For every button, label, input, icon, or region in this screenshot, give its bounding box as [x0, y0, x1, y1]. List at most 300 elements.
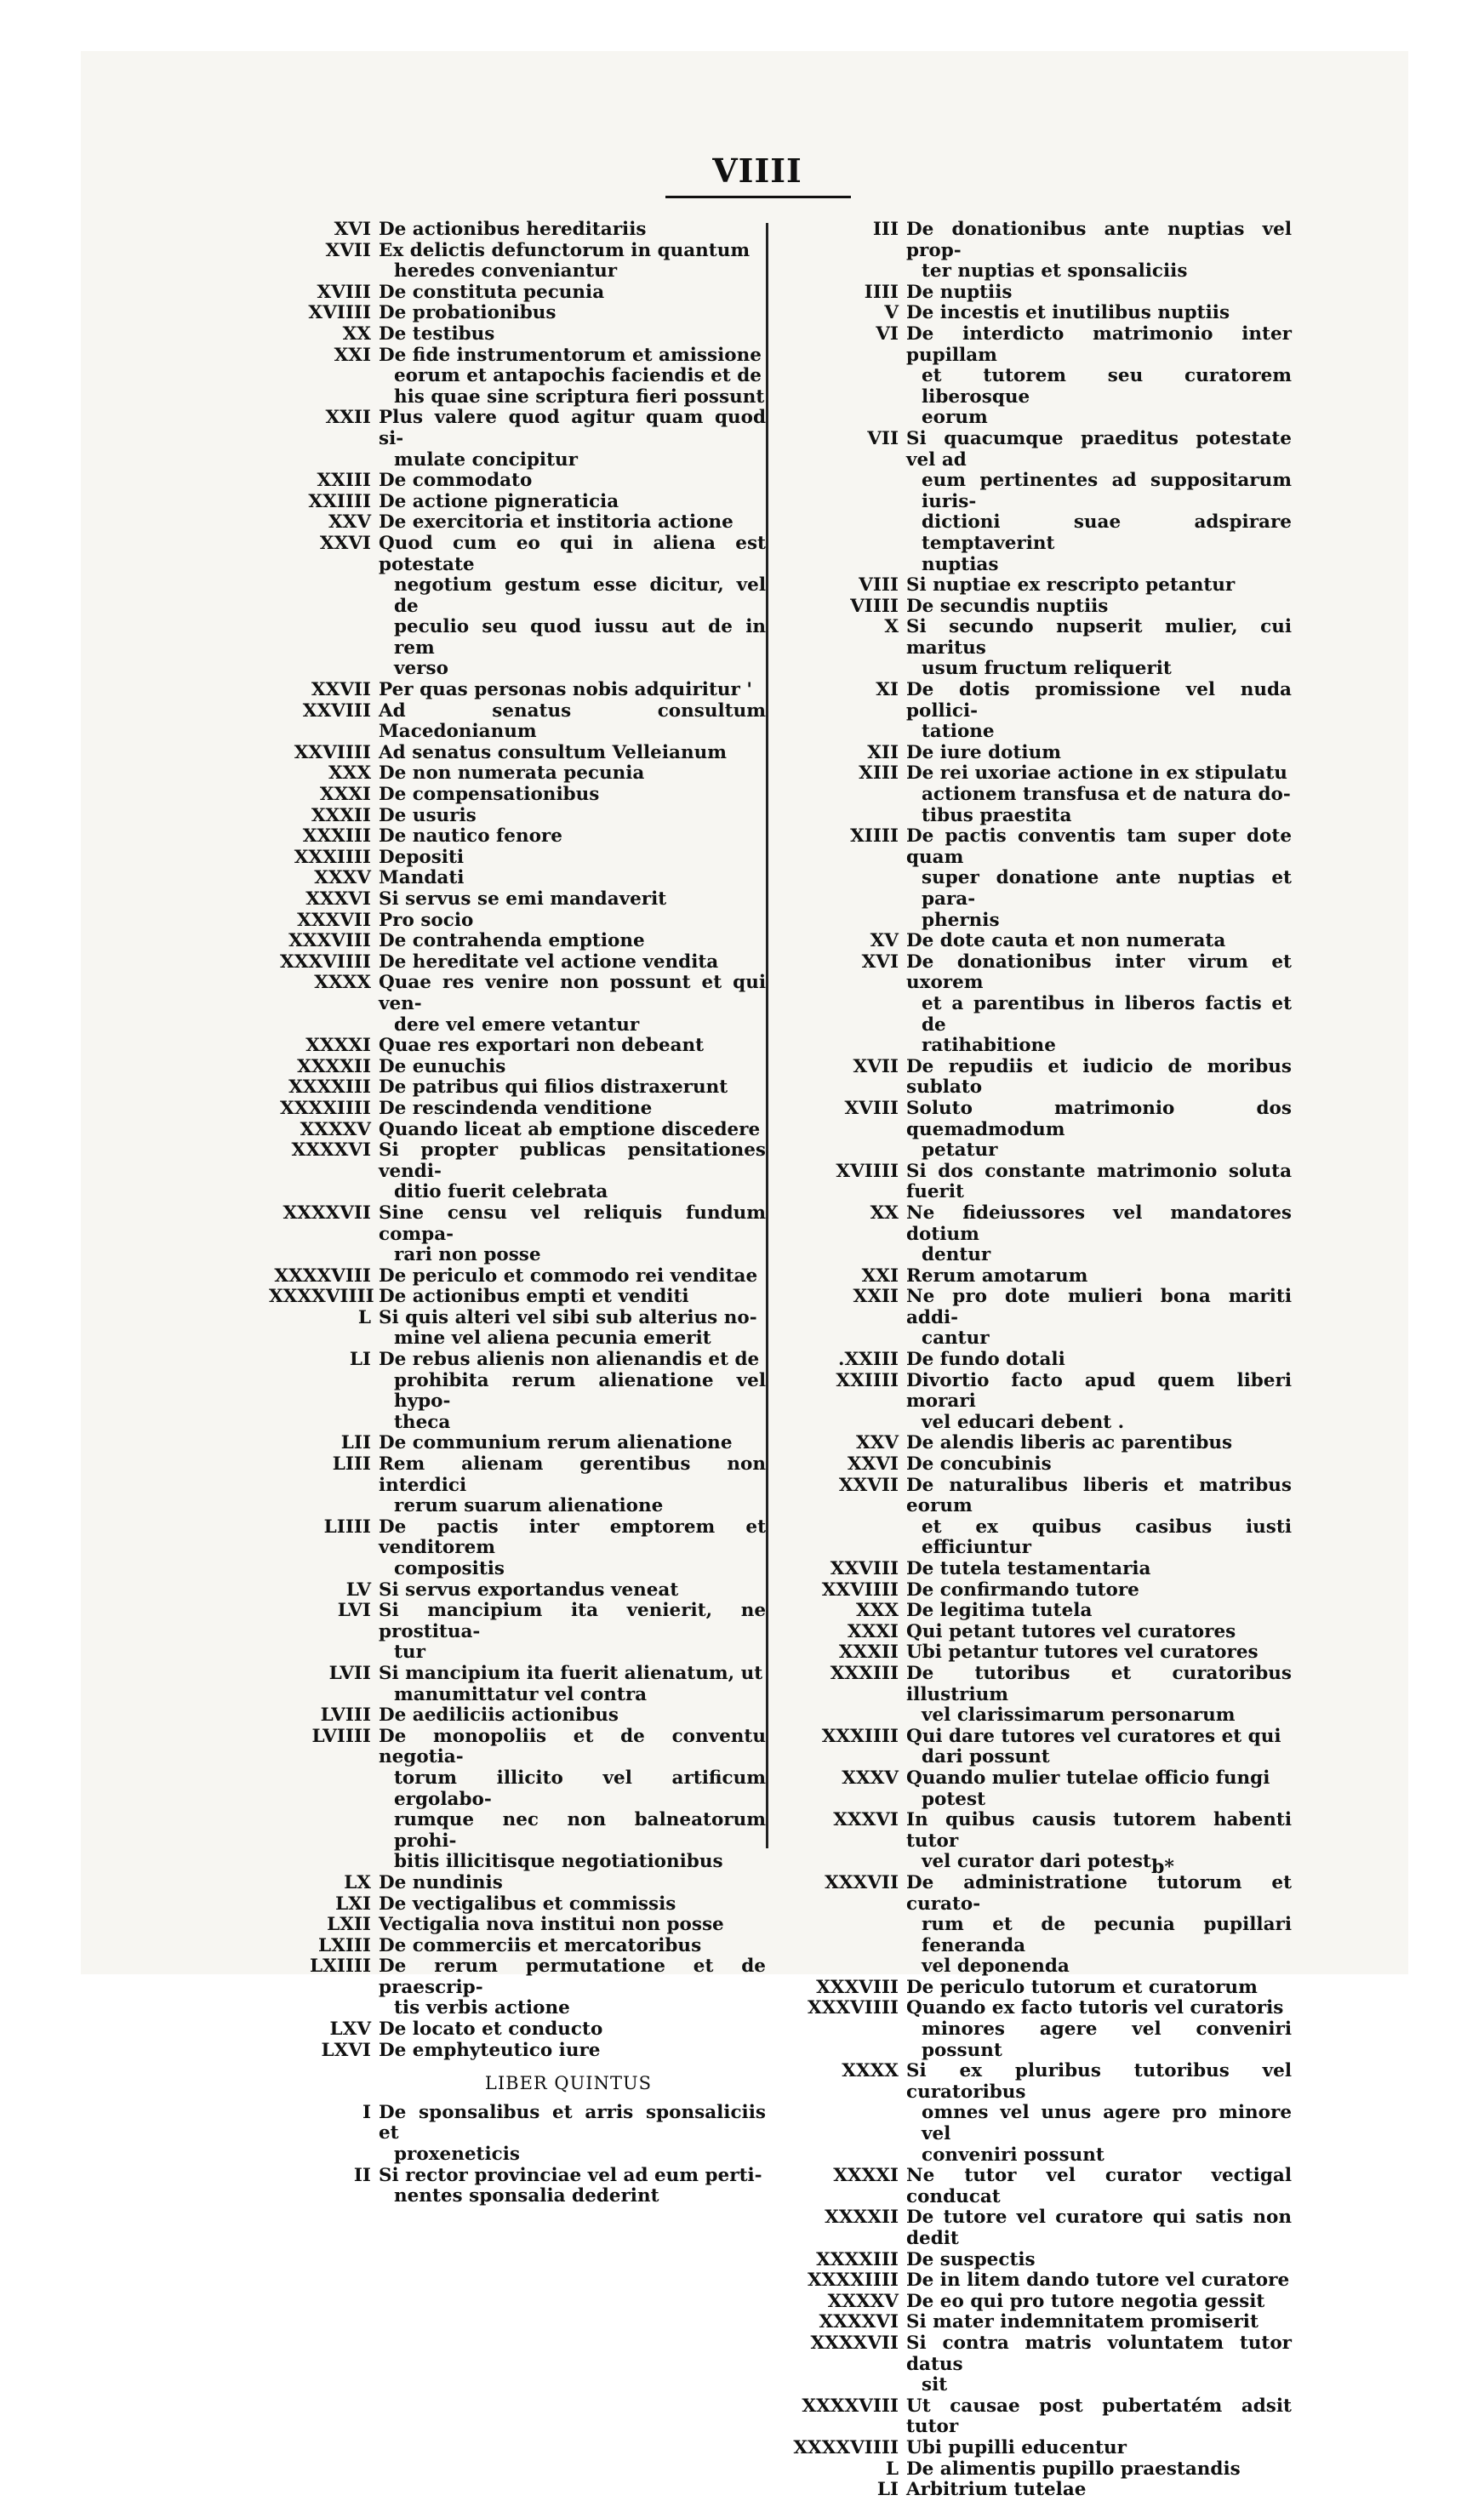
entry-number: XXXIII — [302, 825, 371, 848]
toc-entry — [269, 324, 766, 345]
entry-title-line: De actionibus empti et venditi — [379, 1286, 689, 1308]
entry-number: XXXIII — [830, 1662, 899, 1684]
entry-title — [906, 429, 1292, 575]
toc-entry — [779, 597, 1292, 618]
entry-title — [379, 868, 766, 889]
entry-title-line: Rem alienam gerentibus non interdici — [379, 1453, 766, 1496]
entry-title — [906, 1476, 1292, 1559]
entry-title — [906, 1622, 1292, 1643]
entry-title-line: De eo qui pro tutore negotia gessit — [906, 2290, 1265, 2312]
toc-entry — [269, 1266, 766, 1288]
toc-entry — [779, 429, 1292, 575]
toc-entry — [269, 1287, 766, 1308]
entry-number: II — [353, 2164, 371, 2186]
page-number: VIIII — [712, 151, 802, 190]
entry-title-line: Quae res venire non possunt et qui ven- — [379, 972, 766, 1014]
entry-title — [379, 1664, 766, 1705]
entry-title-line: Depositi — [379, 846, 465, 868]
entry-number: L — [885, 2458, 899, 2480]
entry-number: XXXXVI — [819, 2311, 899, 2333]
entry-number: LXII — [327, 1914, 371, 1936]
entry-number: XXII — [325, 407, 371, 429]
entry-title — [906, 1454, 1292, 1476]
entry-number: XXX — [328, 762, 371, 785]
entry-number: XI — [876, 679, 899, 701]
toc-entry — [269, 283, 766, 304]
toc-entry — [269, 763, 766, 785]
toc-entry — [269, 2041, 766, 2062]
toc-entry — [269, 303, 766, 324]
entry-number: XVIII — [844, 1097, 899, 1119]
entry-title — [379, 1266, 766, 1288]
entry-title-line: cantur — [922, 1328, 990, 1350]
entry-title-line: De interdicto matrimonio inter pupillam — [906, 323, 1292, 366]
entry-title — [906, 1266, 1292, 1288]
entry-title — [379, 1873, 766, 1894]
entry-title-line: De contrahenda emptione — [379, 930, 645, 952]
entry-number: XXXXVIIII — [269, 1286, 374, 1308]
entry-title — [906, 2396, 1292, 2438]
entry-title-line: Ut causae post pubertatém adsit tutor — [906, 2395, 1292, 2438]
entry-title-line: De compensationibus — [379, 784, 600, 806]
entry-title-line: dictioni suae adspirare temptaverint — [922, 511, 1292, 554]
toc-entry — [779, 2250, 1292, 2271]
entry-title-line: Quae res exportari non debeant — [379, 1035, 705, 1057]
toc-entry — [779, 2438, 1292, 2459]
entry-title-line: Si mancipium ita venierit, ne prostitua- — [379, 1600, 766, 1642]
entry-title — [379, 283, 766, 304]
toc-entry — [779, 324, 1292, 429]
entry-title-line: Qui dare tutores vel curatores et qui — [906, 1725, 1281, 1747]
entry-title — [906, 1350, 1292, 1371]
entry-title-line: petatur — [922, 1139, 998, 1162]
toc-entry — [269, 1705, 766, 1727]
entry-title-line: Quod cum eo qui in aliena est potestate — [379, 532, 766, 575]
entry-title — [379, 512, 766, 534]
entry-title-line: Si contra matris voluntatem tutor datus — [906, 2332, 1292, 2375]
entry-number: XVIIII — [836, 1160, 899, 1182]
toc-entry — [779, 1622, 1292, 1643]
entry-number: XV — [870, 930, 899, 952]
entry-number: XVII — [325, 239, 371, 261]
entry-number: III — [872, 219, 899, 240]
entry-number: LIII — [332, 1453, 371, 1476]
entry-title-line: Si nuptiae ex rescripto petantur — [906, 574, 1236, 597]
entry-title-line: rumque nec non balneatorum prohi- — [394, 1809, 766, 1852]
entry-title-line: rari non posse — [394, 1244, 541, 1266]
entry-number: XXXXIIII — [808, 2270, 899, 2292]
toc-entry — [269, 701, 766, 743]
entry-number: XXIIII — [836, 1369, 899, 1391]
toc-entry — [269, 512, 766, 534]
toc-entry — [269, 220, 766, 241]
entry-title — [379, 931, 766, 952]
toc-entry — [779, 2207, 1292, 2249]
toc-entry — [779, 1810, 1292, 1873]
entry-title-line: De commodato — [379, 470, 533, 492]
entry-title — [906, 2250, 1292, 2271]
entry-title-line: omnes vel unus agere pro minore vel — [922, 2102, 1292, 2145]
entry-number: XXXXI — [305, 1035, 371, 1057]
entry-title-line: manumittatur vel contra — [394, 1683, 648, 1705]
entry-number: XXXX — [842, 2060, 899, 2082]
entry-number: XXV — [328, 511, 371, 534]
entry-title-line: super donatione ante nuptias et para- — [922, 867, 1292, 910]
entry-title-line: De suspectis — [906, 2248, 1036, 2270]
entry-title-line: Si propter publicas pensitationes vendi- — [379, 1139, 766, 1182]
entry-number: LX — [344, 1871, 371, 1893]
toc-entry — [269, 1433, 766, 1454]
entry-number: XXXV — [842, 1767, 899, 1789]
entry-title-line: Si dos constante matrimonio soluta fuerit — [906, 1160, 1292, 1203]
toc-entry — [779, 680, 1292, 743]
entry-title-line: vel curator dari potest — [922, 1851, 1151, 1873]
toc-entry — [779, 1580, 1292, 1602]
entry-title — [906, 1433, 1292, 1454]
entry-title-line: Si secundo nupserit mulier, cui maritus — [906, 616, 1292, 659]
entry-title — [379, 241, 766, 283]
toc-entry — [779, 2292, 1292, 2313]
entry-title-line: Ad senatus consultum Macedonianum — [379, 699, 766, 743]
entry-title — [379, 1036, 766, 1057]
toc-entry — [269, 868, 766, 889]
entry-number: LXVI — [321, 2039, 371, 2061]
toc-entry — [269, 2103, 766, 2166]
entry-title-line: De constituta pecunia — [379, 281, 605, 303]
entry-number: XXXXI — [833, 2165, 899, 2187]
entry-title-line: Ubi pupilli educentur — [906, 2436, 1127, 2458]
entry-title-line: De pactis conventis tam super dote quam — [906, 825, 1292, 868]
entry-title — [379, 1203, 766, 1266]
entry-number: LXIII — [318, 1934, 371, 1956]
entry-title-line: vel clarissimarum personarum — [922, 1704, 1236, 1727]
entry-title-line: nuptias — [922, 553, 999, 575]
entry-title-line: De locato et conducto — [379, 2019, 603, 2041]
entry-title-line: torum illicito vel artificum ergolabo- — [394, 1767, 766, 1810]
entry-number: XX — [870, 1202, 899, 1224]
entry-title — [379, 1057, 766, 1078]
toc-entry — [779, 1476, 1292, 1559]
entry-title-line: Quando liceat ab emptione discedere — [379, 1118, 761, 1140]
entry-number: XXIIII — [308, 490, 371, 512]
entry-title — [379, 889, 766, 911]
toc-entry — [269, 743, 766, 764]
toc-entry — [779, 1559, 1292, 1580]
entry-number: LXV — [329, 2019, 371, 2041]
entry-title-line: usum fructum reliquerit — [922, 658, 1172, 680]
entry-title-line: verso — [394, 658, 448, 680]
toc-entry — [779, 1371, 1292, 1434]
toc-entry — [269, 1517, 766, 1580]
toc-entry — [779, 2061, 1292, 2166]
entry-title — [379, 1099, 766, 1120]
entry-number: I — [362, 2101, 371, 2123]
entry-number: XX — [342, 323, 371, 345]
entry-title — [906, 2480, 1292, 2501]
entry-title — [906, 1978, 1292, 1999]
toc-entry — [269, 345, 766, 408]
entry-title-line: De fide instrumentorum et amissione — [379, 344, 762, 366]
entry-title — [906, 743, 1292, 764]
entry-title-line: compositis — [394, 1558, 505, 1579]
entry-title-line: De eunuchis — [379, 1055, 506, 1077]
toc-entry — [779, 1350, 1292, 1371]
entry-number: XXVIII — [302, 699, 371, 722]
entry-number: XXXVIIII — [280, 951, 371, 973]
entry-title — [379, 1517, 766, 1580]
toc-entry — [779, 931, 1292, 952]
entry-title-line: De repudiis et iudicio de moribus sublato — [906, 1055, 1292, 1099]
entry-title — [379, 1601, 766, 1664]
toc-entry — [779, 743, 1292, 764]
entry-number: XXXIIII — [294, 846, 371, 868]
entry-number: XXXXII — [825, 2207, 899, 2229]
entry-title — [906, 1580, 1292, 1602]
entry-title — [379, 763, 766, 785]
entry-number: XXXXVII — [283, 1202, 371, 1224]
entry-title — [906, 2061, 1292, 2166]
toc-entry — [779, 1998, 1292, 2061]
entry-title — [906, 1162, 1292, 1203]
entry-number: LI — [876, 2479, 899, 2501]
entry-number: XVII — [853, 1055, 899, 1077]
toc-entry — [779, 1978, 1292, 1999]
entry-title-line: dentur — [922, 1244, 991, 1266]
entry-number: XXXXV — [300, 1118, 371, 1140]
toc-entry — [779, 1099, 1292, 1162]
entry-title-line: Si mancipium ita fuerit alienatum, ut — [379, 1662, 763, 1684]
entry-title-line: De nuptiis — [906, 281, 1013, 303]
entry-title-line: minores agere vel conveniri possunt — [922, 2019, 1292, 2061]
entry-number: XXXXVIIII — [793, 2436, 899, 2458]
entry-title — [379, 2041, 766, 2062]
entry-title — [906, 2207, 1292, 2249]
toc-entry — [269, 1140, 766, 1203]
entry-title-line: mine vel aliena pecunia emerit — [394, 1328, 711, 1350]
entry-title — [379, 1580, 766, 1602]
toc-entry — [269, 1956, 766, 2019]
toc-entry — [779, 2480, 1292, 2501]
toc-entry — [779, 575, 1292, 597]
entry-number: XXXVII — [825, 1871, 899, 1893]
entry-title-line: tibus praestita — [922, 804, 1072, 826]
entry-title — [906, 2166, 1292, 2207]
right-column — [779, 220, 1292, 2501]
entry-title — [379, 680, 766, 701]
entry-number: LVIIII — [311, 1725, 371, 1747]
left-entry-list — [269, 220, 766, 2061]
entry-number: XXXV — [314, 867, 371, 889]
toc-entry — [779, 1768, 1292, 1810]
entry-title — [906, 1642, 1292, 1664]
entry-number: LIIII — [323, 1516, 371, 1538]
entry-title-line: peculio seu quod iussu aut de in rem — [394, 616, 766, 659]
entry-title — [906, 2270, 1292, 2292]
toc-entry — [269, 973, 766, 1036]
entry-title — [906, 826, 1292, 931]
entry-number: LXI — [335, 1893, 371, 1915]
entry-title-line: et a parentibus in liberos factis et de — [922, 992, 1292, 1036]
entry-title-line: Mandati — [379, 867, 465, 889]
toc-entry — [269, 471, 766, 492]
entry-number: XXXXIII — [816, 2248, 899, 2270]
entry-title-line: ratihabitione — [922, 1035, 1056, 1057]
entry-title-line: Si servus exportandus veneat — [379, 1579, 679, 1601]
entry-number: LVIII — [320, 1704, 371, 1727]
entry-number: LXIIII — [309, 1956, 371, 1978]
toc-entry — [269, 1120, 766, 1141]
entry-title-line: Ne fideiussores vel mandatores dotium — [906, 1202, 1292, 1245]
entry-number: XXI — [861, 1265, 899, 1287]
toc-entry — [779, 2312, 1292, 2333]
toc-entry — [269, 889, 766, 911]
entry-title — [906, 575, 1292, 597]
entry-title-line: dere vel emere vetantur — [394, 1014, 640, 1036]
entry-number: XXVIIII — [821, 1579, 899, 1601]
entry-title-line: prohibita rerum alienatione vel hypo- — [394, 1369, 766, 1413]
entry-title — [379, 1956, 766, 2019]
entry-title-line: De alimentis pupillo praestandis — [906, 2458, 1241, 2480]
toc-entry — [269, 534, 766, 680]
toc-entry — [269, 1580, 766, 1602]
entry-title-line: Vectigalia nova institui non posse — [379, 1914, 724, 1936]
entry-title — [906, 1727, 1292, 1768]
toc-entry — [269, 2166, 766, 2207]
entry-title — [379, 1727, 766, 1873]
entry-title-line: eum pertinentes ad suppositarum iuris- — [922, 470, 1292, 512]
entry-title-line: Si ex pluribus tutoribus vel curatoribus — [906, 2060, 1292, 2103]
entry-title — [379, 1915, 766, 1936]
entry-title — [906, 680, 1292, 743]
entry-number: XXI — [334, 344, 371, 366]
entry-title — [379, 1936, 766, 1957]
entry-number: XVIIII — [308, 302, 371, 324]
entry-title-line: tur — [394, 1642, 425, 1664]
entry-title-line: De actione pigneraticia — [379, 490, 619, 512]
entry-title-line: De nundinis — [379, 1871, 503, 1893]
entry-title-line: De incestis et inutilibus nuptiis — [906, 302, 1230, 324]
entry-title-line: Quando mulier tutelae officio fungi — [906, 1767, 1270, 1789]
toc-entry — [269, 806, 766, 827]
entry-title-line: De iure dotium — [906, 741, 1061, 763]
entry-title — [379, 1894, 766, 1916]
toc-entry — [779, 220, 1292, 283]
entry-number: XXXXIIII — [280, 1097, 371, 1119]
entry-title — [379, 952, 766, 974]
entry-number: XXVI — [847, 1453, 899, 1476]
entry-title-line: De commerciis et mercatoribus — [379, 1934, 702, 1956]
entry-title-line: et tutorem seu curatorem liberosque — [922, 365, 1292, 408]
entry-number: XXXVIII — [288, 930, 371, 952]
entry-title-line: proxeneticis — [394, 2144, 520, 2166]
entry-number: XXXXVI — [291, 1139, 371, 1162]
entry-title — [379, 973, 766, 1036]
entry-number: XXXVII — [297, 909, 371, 931]
toc-entry — [269, 1894, 766, 1916]
entry-title — [906, 1559, 1292, 1580]
entry-title-line: Pro socio — [379, 909, 474, 931]
entry-title — [379, 2019, 766, 2041]
entry-number: VIII — [859, 574, 899, 597]
entry-title — [379, 1433, 766, 1454]
entry-title-line: Ad senatus consultum Velleianum — [379, 741, 727, 763]
entry-title-line: mulate concipitur — [394, 448, 578, 471]
entry-number: XVI — [334, 219, 371, 240]
toc-entry — [269, 1936, 766, 1957]
entry-number: VIIII — [850, 595, 899, 617]
entry-title-line: De donationibus inter virum et uxorem — [906, 951, 1292, 994]
toc-entry — [269, 911, 766, 932]
entry-title-line: tatione — [922, 721, 995, 743]
entry-title — [379, 1308, 766, 1350]
entry-title-line: Ubi petantur tutores vel curatores — [906, 1642, 1259, 1664]
entry-title-line: et ex quibus casibus iusti efficiuntur — [922, 1516, 1292, 1559]
entry-title-line: De legitima tutela — [906, 1600, 1093, 1622]
entry-number: XXXIIII — [821, 1725, 899, 1747]
entry-title-line: De rei uxoriae actione in ex stipulatu — [906, 762, 1287, 785]
toc-entry — [269, 492, 766, 513]
entry-title-line: Si quacumque praeditus potestate vel ad — [906, 427, 1292, 471]
entry-title-line: De patribus qui filios distraxerunt — [379, 1076, 728, 1099]
toc-entry — [779, 1727, 1292, 1768]
entry-title-line: De naturalibus liberis et matribus eorum — [906, 1474, 1292, 1517]
entry-title — [906, 1287, 1292, 1350]
entry-title-line: Ex delictis defunctorum in quantum — [379, 239, 751, 261]
entry-title — [906, 1601, 1292, 1622]
toc-entry — [269, 1873, 766, 1894]
toc-entry — [779, 1454, 1292, 1476]
toc-entry — [779, 1266, 1292, 1288]
entry-title-line: Si quis alteri vel sibi sub alterius no- — [379, 1306, 757, 1328]
toc-entry — [269, 1727, 766, 1873]
entry-title — [379, 345, 766, 408]
header-rule — [665, 196, 851, 198]
entry-number: XXXXII — [297, 1055, 371, 1077]
entry-title-line: Quando ex facto tutoris vel curatoris — [906, 1997, 1284, 2019]
entry-number: LV — [345, 1579, 371, 1601]
toc-entry — [779, 1433, 1292, 1454]
entry-title-line: Soluto matrimonio dos quemadmodum — [906, 1097, 1292, 1140]
entry-title — [379, 1705, 766, 1727]
toc-entry — [269, 1057, 766, 1078]
entry-title — [906, 1057, 1292, 1099]
entry-number: LII — [340, 1432, 371, 1454]
entry-number: XXXXVII — [810, 2332, 899, 2354]
entry-title-line: De periculo tutorum et curatorum — [906, 1976, 1258, 1998]
entry-title-line: negotium gestum esse dicitur, vel de — [394, 574, 766, 617]
entry-title-line: eorum et antapochis faciendis et de — [394, 365, 762, 387]
entry-title — [906, 2333, 1292, 2396]
entry-title — [906, 1768, 1292, 1810]
entry-title — [379, 1077, 766, 1099]
entry-title-line: phernis — [922, 909, 1000, 931]
entry-title — [379, 303, 766, 324]
entry-title-line: De exercitoria et institoria actione — [379, 511, 733, 534]
entry-title — [906, 931, 1292, 952]
entry-title — [379, 2166, 766, 2207]
entry-title-line: De rescindenda venditione — [379, 1097, 653, 1119]
entry-title — [379, 534, 766, 680]
entry-title — [906, 220, 1292, 283]
entry-title — [379, 1140, 766, 1203]
entry-number: XXVII — [311, 679, 371, 701]
entry-title-line: De sponsalibus et arris sponsaliciis et — [379, 2101, 766, 2144]
toc-entry — [269, 1036, 766, 1057]
entry-number: XXV — [855, 1432, 899, 1454]
entry-title — [379, 220, 766, 241]
entry-title-line: conveniri possunt — [922, 2144, 1104, 2166]
signature-mark: b* — [1151, 1856, 1174, 1878]
